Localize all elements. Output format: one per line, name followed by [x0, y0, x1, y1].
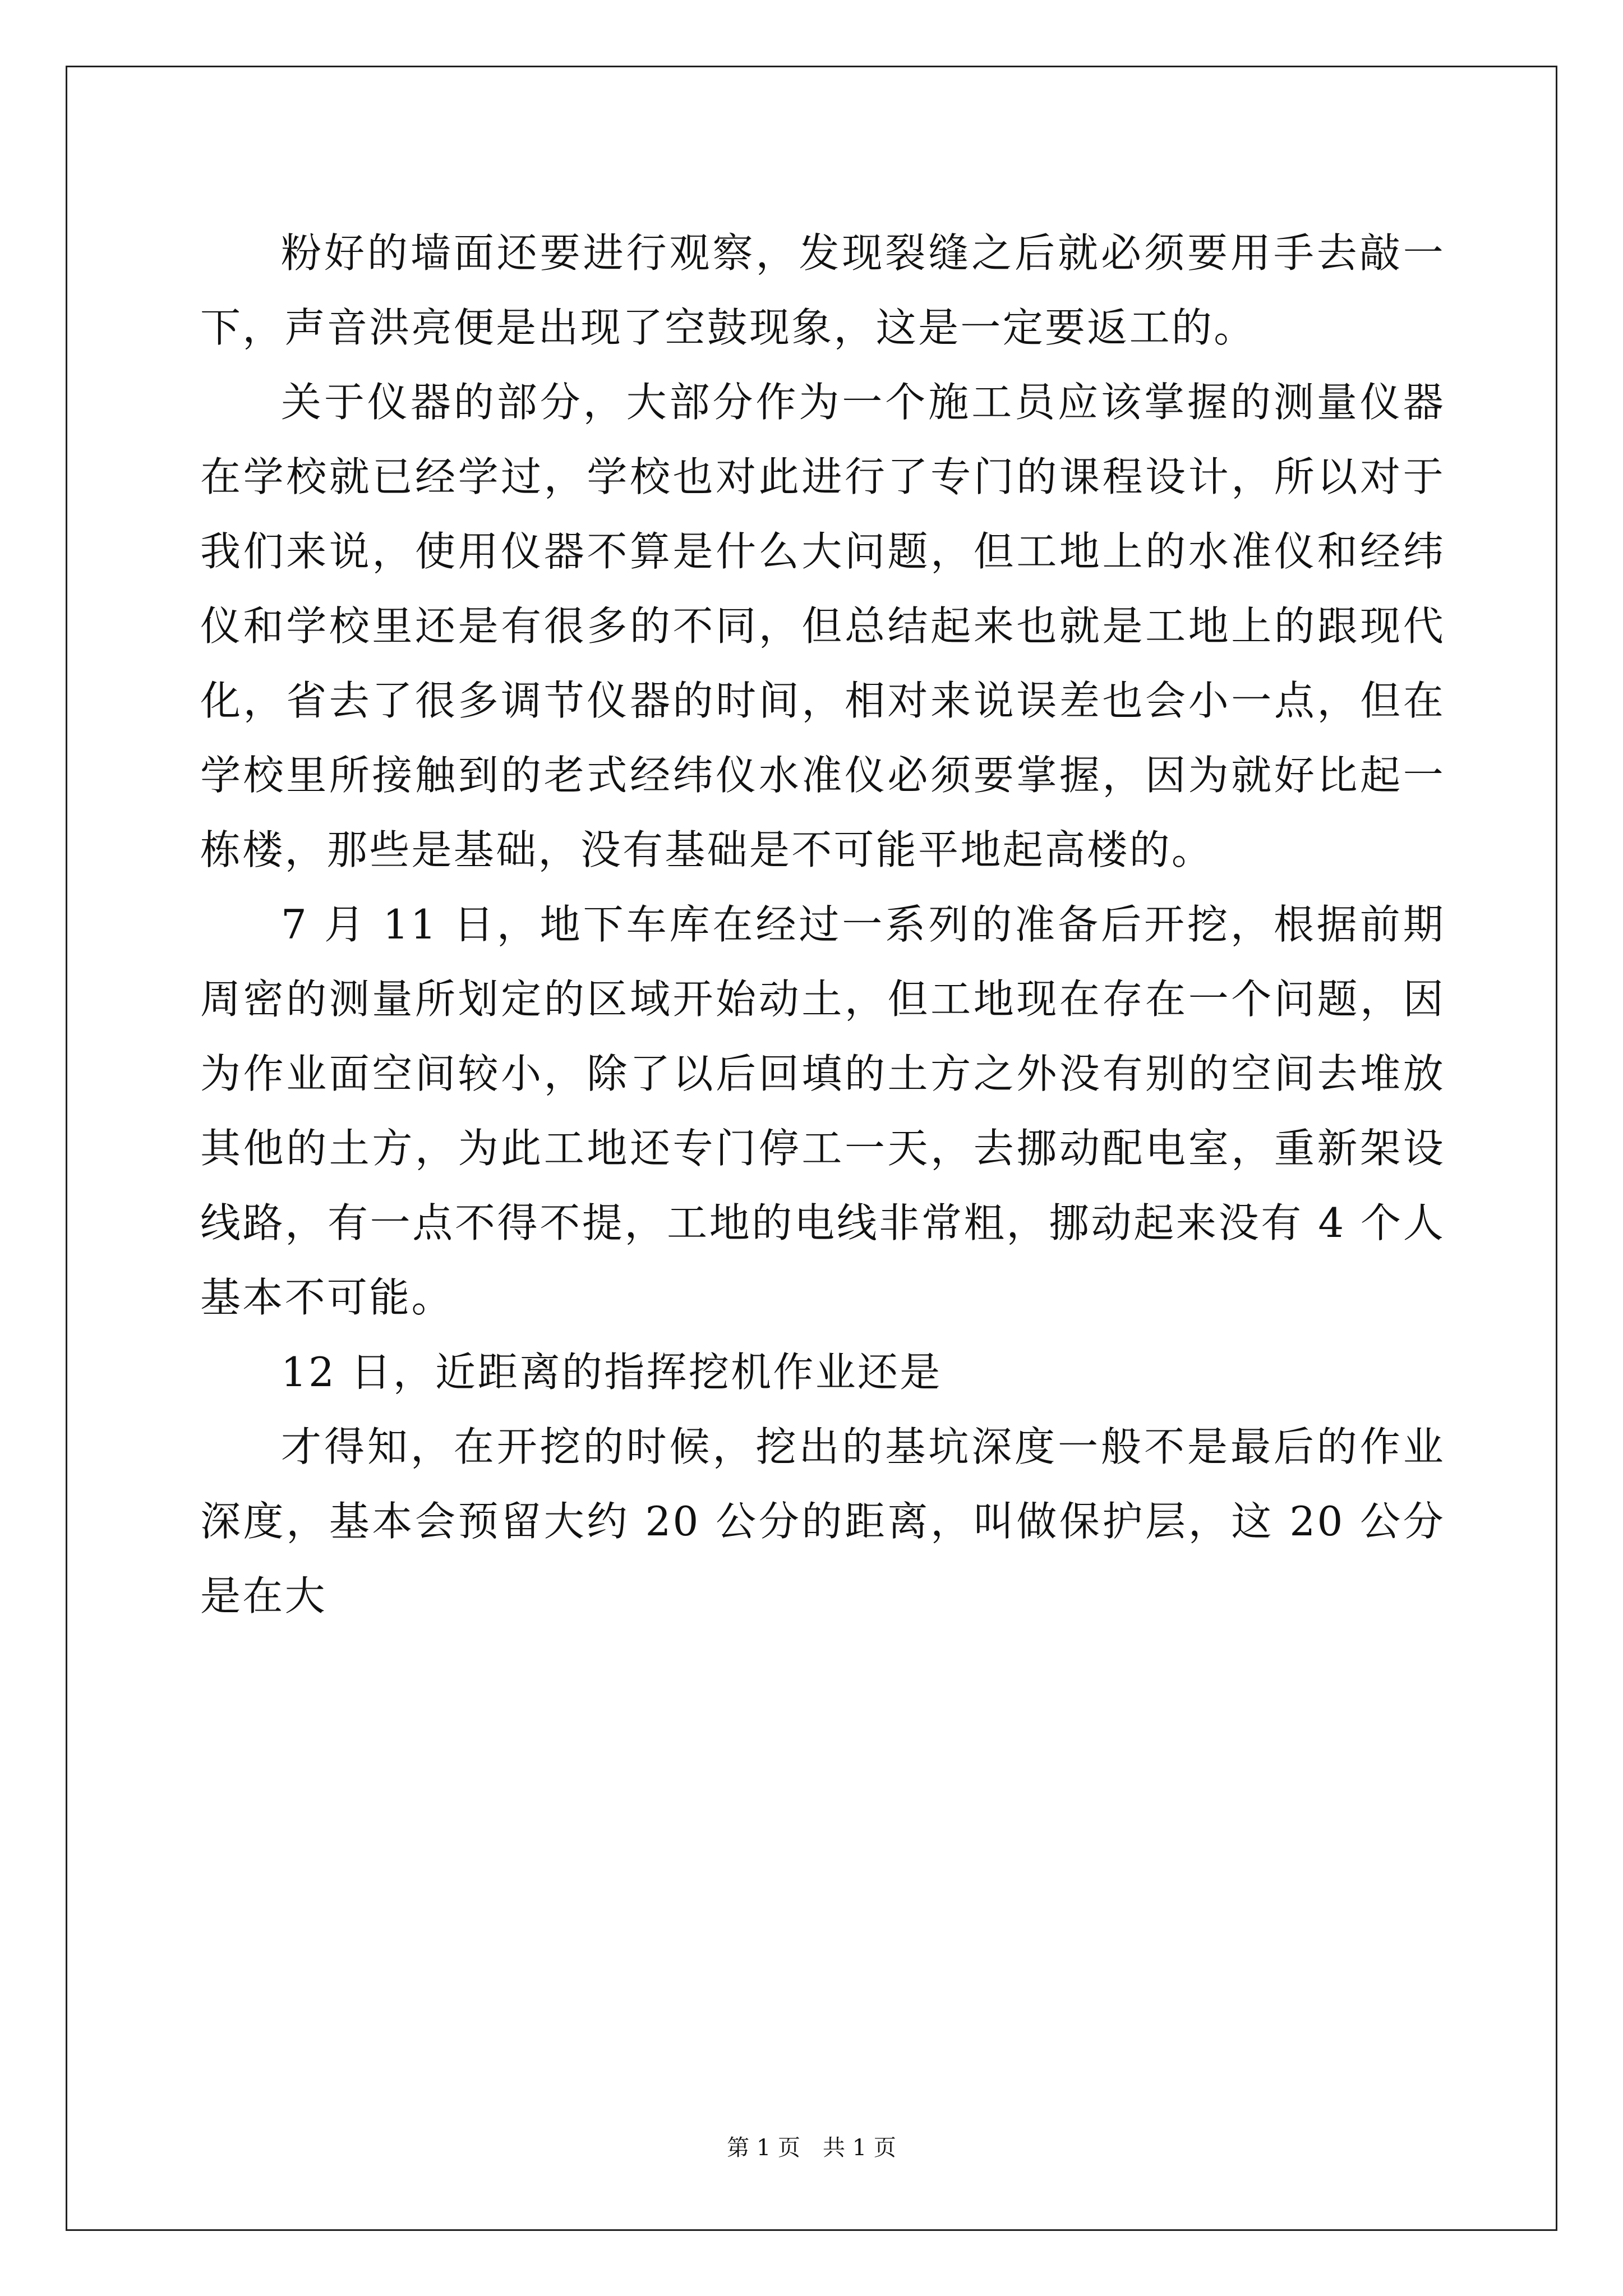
page-footer	[0, 2134, 1623, 2162]
page-number: 第 1 页	[727, 2135, 800, 2161]
paragraph-1: 粉好的墙面还要进行观察，发现裂缝之后就必须要用手去敲一下，声音洪亮便是出现了空鼓现象，这是一定要返工的。	[200, 229, 1445, 351]
paragraph-4: 12 日，近距离的指挥挖机作业还是	[281, 1349, 942, 1396]
paragraph-3: 7 月 11 日，地下车库在经过一系列的准备后开挖，根据前期周密的测量所划定的区域开始动土，但工地现在存在一个问题，因为作业面空间较小，除了以后回填的土方之外没有别的空间去堆放其他的土方，为此工地还专门停工一天，去挪动配电室，重新架设线路，有一点不得不提，工地的电线非常粗，挪动起来没有 4 个人基本不可能。	[200, 901, 1445, 1321]
document-body	[200, 216, 1445, 1634]
page-total: 共 1 页	[823, 2135, 896, 2161]
paragraph-2: 关于仪器的部分，大部分作为一个施工员应该掌握的测量仪器在学校就已经学过，学校也对此进行了专门的课程设计，所以对于我们来说，使用仪器不算是什么大问题，但工地上的水准仪和经纬仪和学校里还是有很多的不同，但总结起来也就是工地上的跟现代化，省去了很多调节仪器的时间，相对来说误差也会小一点，但在学校里所接触到的老式经纬仪水准仪必须要掌握，因为就好比起一栋楼，那些是基础，没有基础是不可能平地起高楼的。	[200, 379, 1445, 873]
paragraph-5: 才得知，在开挖的时候，挖出的基坑深度一般不是最后的作业深度，基本会预留大约 20 公分的距离，叫做保护层，这 20 公分是在大	[200, 1423, 1445, 1619]
